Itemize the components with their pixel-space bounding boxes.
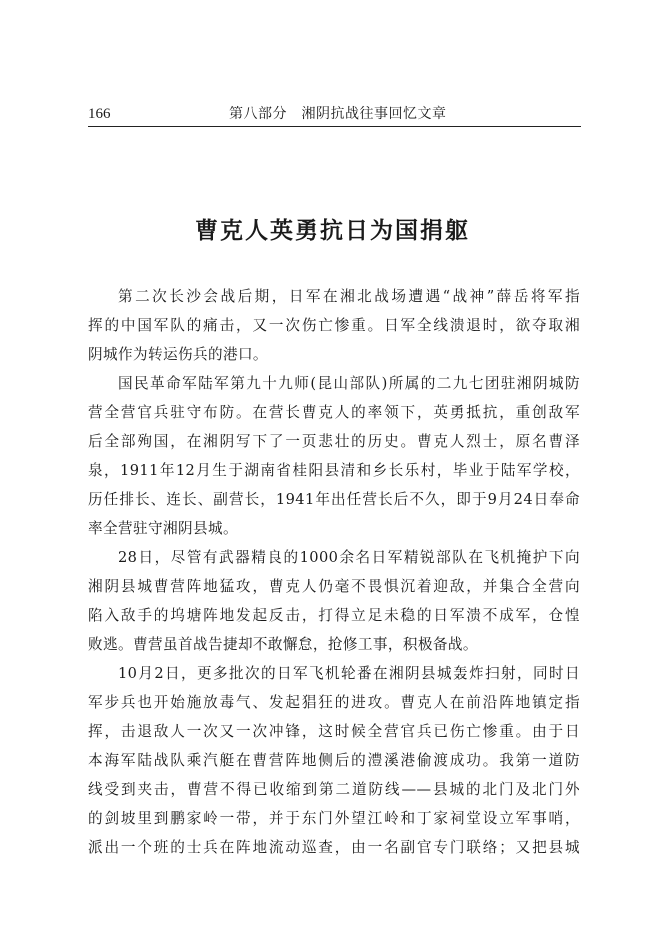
text-line: 败逃。曹营虽首战告捷却不敢懈怠，抢修工事，积极备战。 (88, 636, 478, 653)
paragraph-4 (88, 659, 580, 862)
text-line: 10月2日，更多批次的日军飞机轮番在湘阴县城轰炸扫射，同时日 (118, 665, 580, 682)
text-line: 第二次长沙会战后期，日军在湘北战场遭遇“战神”薛岳将军指 (118, 288, 580, 305)
text-line: 本海军陆战队乘汽艇在曹营阵地侧后的澧溪港偷渡成功。我第一道防 (88, 752, 580, 769)
text-line: 营全营官兵驻守布防。在营长曹克人的率领下，英勇抵抗，重创敌军 (88, 404, 580, 421)
paragraph-2 (88, 369, 580, 543)
text-line: 后全部殉国，在湘阴写下了一页悲壮的历史。曹克人烈士，原名曹泽 (88, 433, 580, 450)
header-rule (88, 126, 581, 127)
text-line: 28日，尽管有武器精良的1000余名日军精锐部队在飞机掩护下向 (118, 549, 580, 566)
text-line: 挥的中国军队的痛击，又一次伤亡惨重。日军全线溃退时，欲夺取湘 (88, 317, 580, 334)
text-line: 的剑坡里到鹏家岭一带，并于东门外望江岭和丁家祠堂设立军事哨， (88, 810, 580, 827)
page-number: 166 (88, 106, 111, 122)
text-line: 陷入敌手的坞塘阵地发起反击，打得立足未稳的日军溃不成军，仓惶 (88, 607, 580, 624)
running-header-title: 第八部分 湘阴抗战往事回忆文章 (229, 106, 447, 122)
text-line: 阴城作为转运伤兵的港口。 (88, 346, 268, 363)
text-line: 泉，1911年12月生于湖南省桂阳县清和乡长乐村，毕业于陆军学校， (88, 462, 580, 479)
article-title: 曹克人英勇抗日为国捐躯 (195, 217, 470, 245)
page-header (88, 104, 578, 126)
paragraph-1 (88, 282, 580, 369)
text-line: 国民革命军陆军第九十九师(昆山部队)所属的二九七团驻湘阴城防 (118, 375, 580, 392)
text-line: 线受到夹击，曹营不得已收缩到第二道防线——县城的北门及北门外 (88, 781, 580, 798)
text-line: 率全营驻守湘阴县城。 (88, 520, 238, 537)
text-line: 挥，击退敌人一次又一次冲锋，这时候全营官兵已伤亡惨重。由于日 (88, 723, 580, 740)
text-line: 历任排长、连长、副营长，1941年出任营长后不久，即于9月24日奉命 (88, 491, 580, 508)
article-body (88, 282, 580, 862)
text-line: 湘阴县城曹营阵地猛攻，曹克人仍毫不畏惧沉着迎敌，并集合全营向 (88, 578, 580, 595)
paragraph-3 (88, 543, 580, 659)
text-line: 军步兵也开始施放毒气、发起猖狂的进攻。曹克人在前沿阵地镇定指 (88, 694, 580, 711)
text-line: 派出一个班的士兵在阵地流动巡查，由一名副官专门联络；又把县城 (88, 839, 580, 856)
